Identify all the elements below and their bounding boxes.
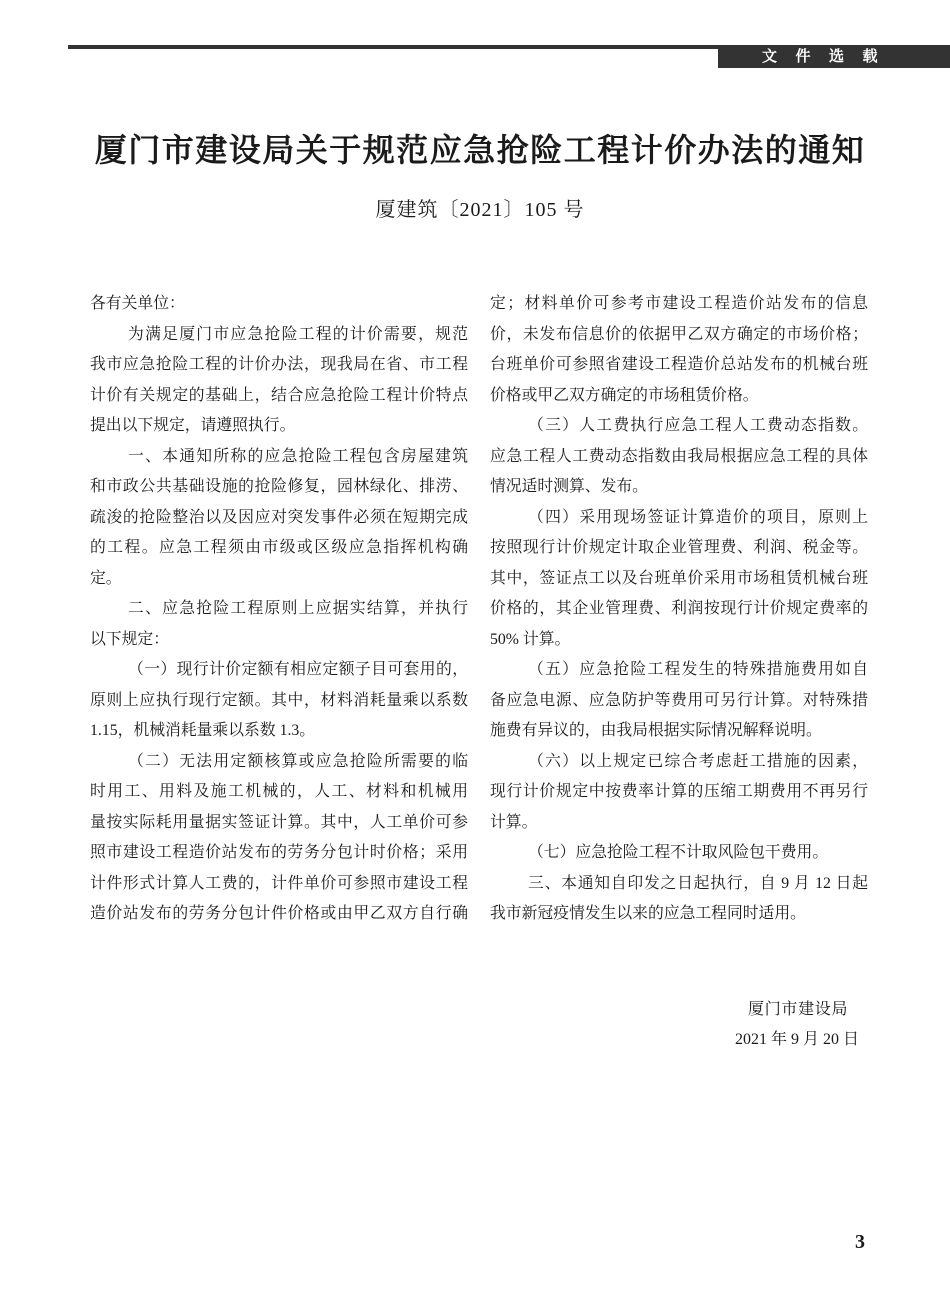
text-line: 其中，签证点工以及台班单价采用市场租赁机械台班	[490, 569, 868, 587]
text-line: 的工程。应急工程须由市级或区级应急指挥机构确	[90, 539, 468, 556]
header-rule	[68, 45, 718, 49]
text-line: 三、本通知自印发之日起执行，自 9 月 12 日起	[528, 874, 868, 892]
right-column	[490, 289, 868, 930]
paragraph-item-7	[490, 838, 868, 869]
text-line: 为满足厦门市应急抢险工程的计价需要，规范	[128, 325, 468, 343]
text-line: 应急工程人工费动态指数由我局根据应急工程的具体	[490, 447, 868, 465]
text-line: 造价站发布的劳务分包计件价格或由甲乙双方自行确	[90, 905, 468, 922]
text-line: 我市应急抢险工程的计价办法，现我局在省、市工程	[90, 356, 468, 373]
paragraph-item-2	[90, 747, 468, 930]
paragraph-clause-2	[90, 594, 468, 655]
paragraph-item-5	[490, 655, 868, 747]
text-line: （五）应急抢险工程发生的特殊措施费用如自	[528, 661, 868, 678]
text-line: 以下规定：	[90, 630, 169, 648]
paragraph-item-1	[90, 655, 468, 747]
text-line: 台班单价可参照省建设工程造价总站发布的机械台班	[490, 356, 868, 373]
text-line: （一）现行计价定额有相应定额子目可套用的，	[128, 661, 468, 678]
paragraph-clause-3	[490, 869, 868, 930]
section-label: 文件选载	[762, 47, 897, 65]
text-line: 和市政公共基础设施的抢险修复，园林绿化、排涝、	[90, 478, 468, 495]
text-line: 疏浚的抢险整治以及因应对突发事件必须在短期完成	[90, 508, 468, 526]
section-label-box	[718, 45, 950, 68]
paragraph-item-3	[490, 411, 868, 503]
text-line: 各有关单位：	[90, 295, 185, 312]
text-line: 备应急电源、应急防护等费用可另行计算。对特殊措	[490, 691, 868, 709]
text-line: 计算。	[490, 813, 538, 831]
text-line: 时用工、用料及施工机械的，人工、材料和机械用	[90, 783, 468, 800]
text-line: （四）采用现场签证计算造价的项目，原则上	[528, 508, 868, 526]
issuing-authority: 厦门市建设局	[748, 1001, 849, 1018]
text-line: 二、应急抢险工程原则上应据实结算，并执行	[128, 600, 468, 617]
paragraph-item-4	[490, 503, 868, 656]
text-line: 我市新冠疫情发生以来的应急工程同时适用。	[490, 905, 806, 922]
document-number: 厦建筑〔2021〕105 号	[375, 199, 585, 221]
text-line: 量按实际耗用量据实签证计算。其中，人工单价可参	[90, 813, 468, 831]
text-line: 一、本通知所称的应急抢险工程包含房屋建筑	[128, 447, 468, 465]
text-line: （三）人工费执行应急工程人工费动态指数。	[528, 417, 868, 434]
text-line: （七）应急抢险工程不计取风险包干费用。	[528, 844, 829, 861]
text-line: 计价有关规定的基础上，结合应急抢险工程计价特点	[90, 386, 468, 404]
issue-date: 2021 年 9 月 20 日	[735, 1031, 860, 1048]
left-column	[90, 289, 468, 930]
text-line: 按照现行计价规定计取企业管理费、利润、税金等。	[490, 539, 868, 556]
text-line: （六）以上规定已综合考虑赶工措施的因素，	[528, 752, 868, 770]
text-line: 价格的，其企业管理费、利润按现行计价规定费率的	[490, 600, 868, 617]
text-line: 定；材料单价可参考市建设工程造价站发布的信息	[490, 295, 868, 312]
text-line: 价格或甲乙双方确定的市场租赁价格。	[490, 386, 759, 404]
text-line: 施费有异议的，由我局根据实际情况解释说明。	[490, 722, 822, 739]
text-line: 现行计价规定中按费率计算的压缩工期费用不再另行	[490, 783, 868, 800]
paragraph-item-6	[490, 747, 868, 839]
paragraph-item-2-continued	[490, 289, 868, 411]
paragraph-intro	[90, 320, 468, 442]
text-line: 情况适时测算、发布。	[490, 478, 648, 495]
document-title: 厦门市建设局关于规范应急抢险工程计价办法的通知	[94, 132, 866, 168]
text-line: 计件形式计算人工费的，计件单价可参照市建设工程	[90, 874, 468, 892]
paragraph-clause-1	[90, 442, 468, 595]
text-line: 定。	[90, 569, 122, 587]
text-line: （二）无法用定额核算或应急抢险所需要的临	[128, 752, 468, 770]
text-line: 原则上应执行现行定额。其中，材料消耗量乘以系数	[90, 691, 468, 709]
text-line: 提出以下规定，请遵照执行。	[90, 417, 296, 434]
text-line: 1.15，机械消耗量乘以系数 1.3。	[90, 722, 316, 739]
salutation	[90, 289, 468, 320]
text-line: 照市建设工程造价站发布的劳务分包计时价格；采用	[90, 844, 468, 861]
text-line: 价，未发布信息价的依据甲乙双方确定的市场价格；	[490, 325, 868, 343]
page-number: 3	[855, 1231, 865, 1253]
text-line: 50% 计算。	[490, 630, 571, 648]
